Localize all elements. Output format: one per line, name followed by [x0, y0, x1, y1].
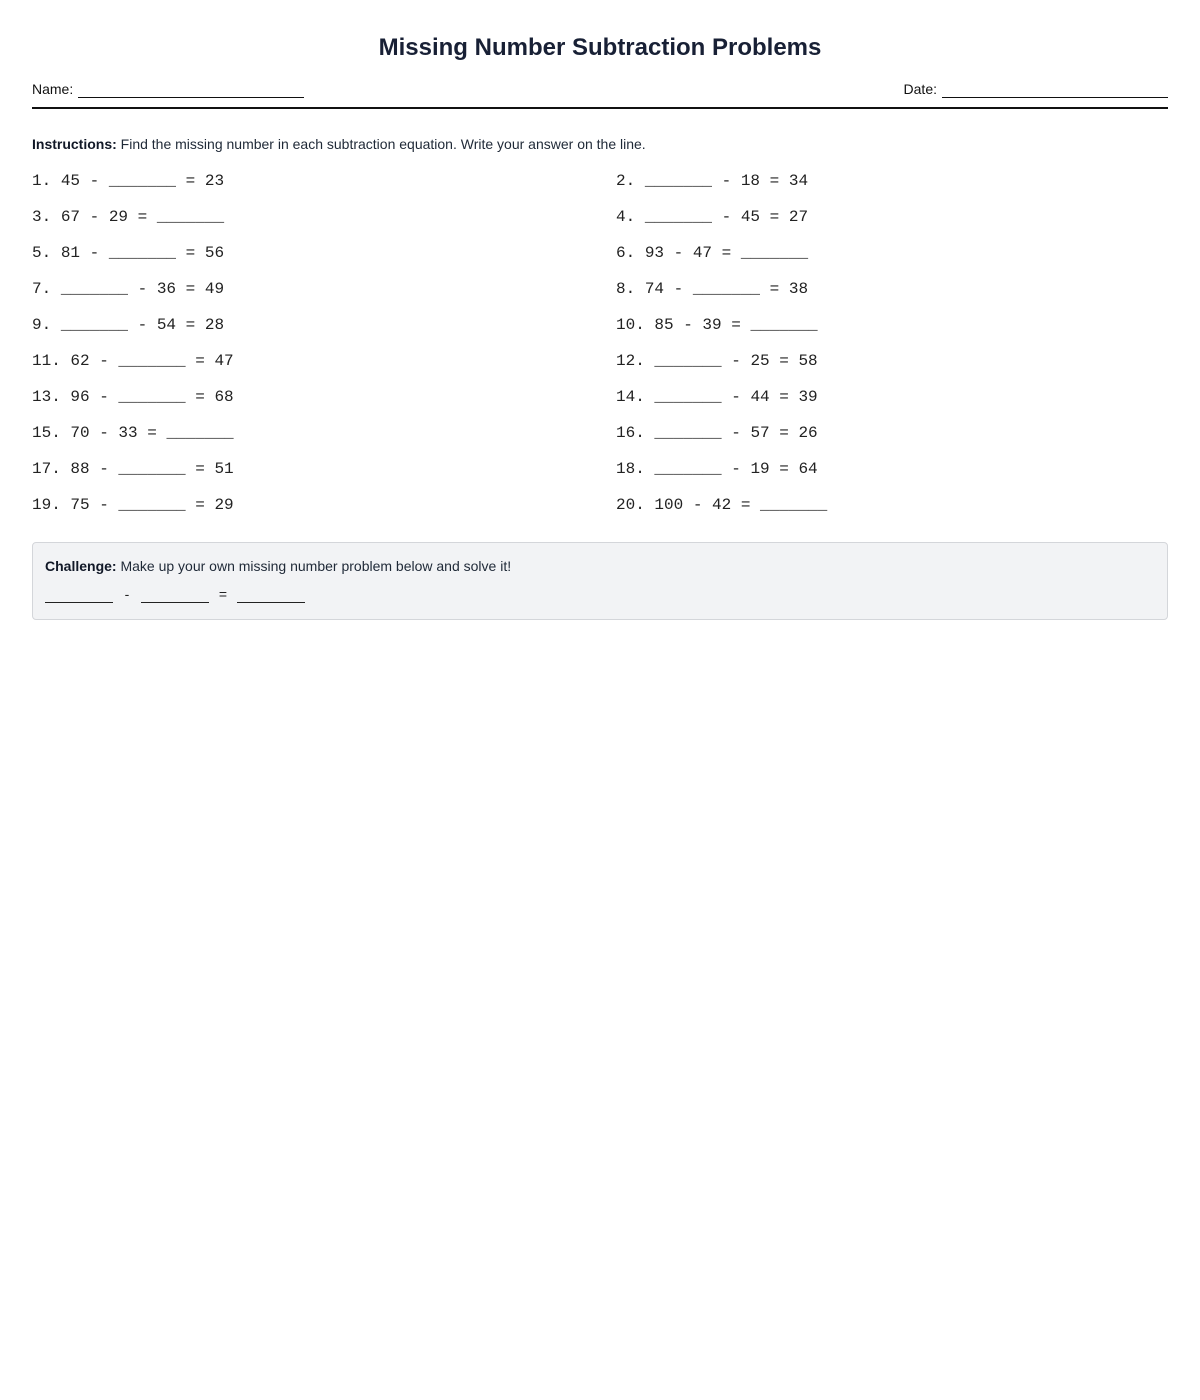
problem-13[interactable]: [32, 386, 616, 422]
problem-number: 10.: [616, 316, 645, 334]
problem-number: 16.: [616, 424, 645, 442]
problem-grid: [32, 170, 1168, 530]
problem-equation[interactable]: 75 - _______ = 29: [70, 496, 234, 514]
problem-equation[interactable]: 62 - _______ = 47: [70, 352, 234, 370]
problem-equation[interactable]: _______ - 57 = 26: [654, 424, 818, 442]
problem-equation[interactable]: _______ - 45 = 27: [644, 208, 809, 226]
problem-equation[interactable]: 45 - _______ = 23: [60, 172, 225, 190]
problem-number: 14.: [616, 388, 645, 406]
problem-number: 2.: [616, 172, 636, 190]
problem-20[interactable]: [616, 494, 1168, 530]
problem-number: 19.: [32, 496, 61, 514]
name-label: Name:: [32, 81, 74, 97]
name-field-group: [32, 80, 304, 98]
challenge-blank-3[interactable]: [237, 588, 305, 603]
header-fields: [32, 80, 1168, 100]
problem-equation[interactable]: 70 - 33 = _______: [70, 424, 234, 442]
problem-equation[interactable]: 88 - _______ = 51: [70, 460, 234, 478]
date-field-group: [904, 80, 1168, 98]
problem-number: 18.: [616, 460, 645, 478]
problem-8[interactable]: [616, 278, 1168, 314]
problem-equation[interactable]: 74 - _______ = 38: [644, 280, 809, 298]
problem-number: 17.: [32, 460, 61, 478]
problem-number: 4.: [616, 208, 636, 226]
date-input-line[interactable]: [942, 81, 1168, 98]
problem-10[interactable]: [616, 314, 1168, 350]
problem-number: 13.: [32, 388, 61, 406]
problem-equation[interactable]: 93 - 47 = _______: [644, 244, 809, 262]
problem-equation[interactable]: _______ - 54 = 28: [60, 316, 225, 334]
problem-5[interactable]: [32, 242, 616, 278]
problem-number: 1.: [32, 172, 52, 190]
instructions-label: Instructions:: [32, 136, 117, 152]
problem-equation[interactable]: _______ - 18 = 34: [644, 172, 809, 190]
problem-equation[interactable]: 100 - 42 = _______: [654, 496, 828, 514]
problem-18[interactable]: [616, 458, 1168, 494]
equals-sign: =: [218, 586, 228, 602]
date-label: Date:: [903, 81, 937, 97]
problem-number: 7.: [32, 280, 52, 298]
challenge-blank-2[interactable]: [141, 588, 209, 603]
problem-number: 11.: [32, 352, 61, 370]
problem-1[interactable]: [32, 170, 616, 206]
problem-equation[interactable]: 67 - 29 = _______: [60, 208, 225, 226]
minus-sign: -: [124, 586, 130, 602]
instructions: [32, 135, 646, 153]
problem-number: 3.: [32, 208, 52, 226]
challenge-label: Challenge:: [45, 558, 117, 574]
problem-number: 5.: [32, 244, 52, 262]
problem-number: 15.: [32, 424, 61, 442]
challenge-description: Make up your own missing number problem below and solve it!: [116, 558, 512, 574]
problem-17[interactable]: [32, 458, 616, 494]
problem-12[interactable]: [616, 350, 1168, 386]
problem-15[interactable]: [32, 422, 616, 458]
problem-2[interactable]: [616, 170, 1168, 206]
problem-number: 20.: [616, 496, 645, 514]
problem-number: 8.: [616, 280, 636, 298]
challenge-box: [32, 542, 1168, 620]
problem-number: 9.: [32, 316, 52, 334]
problem-number: 6.: [616, 244, 636, 262]
challenge-blank-1[interactable]: [45, 588, 113, 603]
problem-equation[interactable]: 81 - _______ = 56: [60, 244, 225, 262]
problem-equation[interactable]: 96 - _______ = 68: [70, 388, 234, 406]
problem-6[interactable]: [616, 242, 1168, 278]
problem-16[interactable]: [616, 422, 1168, 458]
problem-3[interactable]: [32, 206, 616, 242]
instructions-text: Find the missing number in each subtraction equation. Write your answer on the line.: [116, 136, 646, 152]
problem-7[interactable]: [32, 278, 616, 314]
header-divider: [32, 107, 1168, 109]
problem-equation[interactable]: _______ - 44 = 39: [654, 388, 818, 406]
name-input-line[interactable]: [78, 81, 304, 98]
problem-4[interactable]: [616, 206, 1168, 242]
problem-9[interactable]: [32, 314, 616, 350]
challenge-text: [45, 557, 511, 575]
problem-number: 12.: [616, 352, 645, 370]
problem-equation[interactable]: 85 - 39 = _______: [654, 316, 818, 334]
problem-equation[interactable]: _______ - 25 = 58: [654, 352, 818, 370]
problem-11[interactable]: [32, 350, 616, 386]
problem-equation[interactable]: _______ - 19 = 64: [654, 460, 818, 478]
problem-19[interactable]: [32, 494, 616, 530]
problem-14[interactable]: [616, 386, 1168, 422]
problem-equation[interactable]: _______ - 36 = 49: [60, 280, 225, 298]
page-title: Missing Number Subtraction Problems: [378, 34, 822, 61]
challenge-equation: [45, 585, 305, 603]
